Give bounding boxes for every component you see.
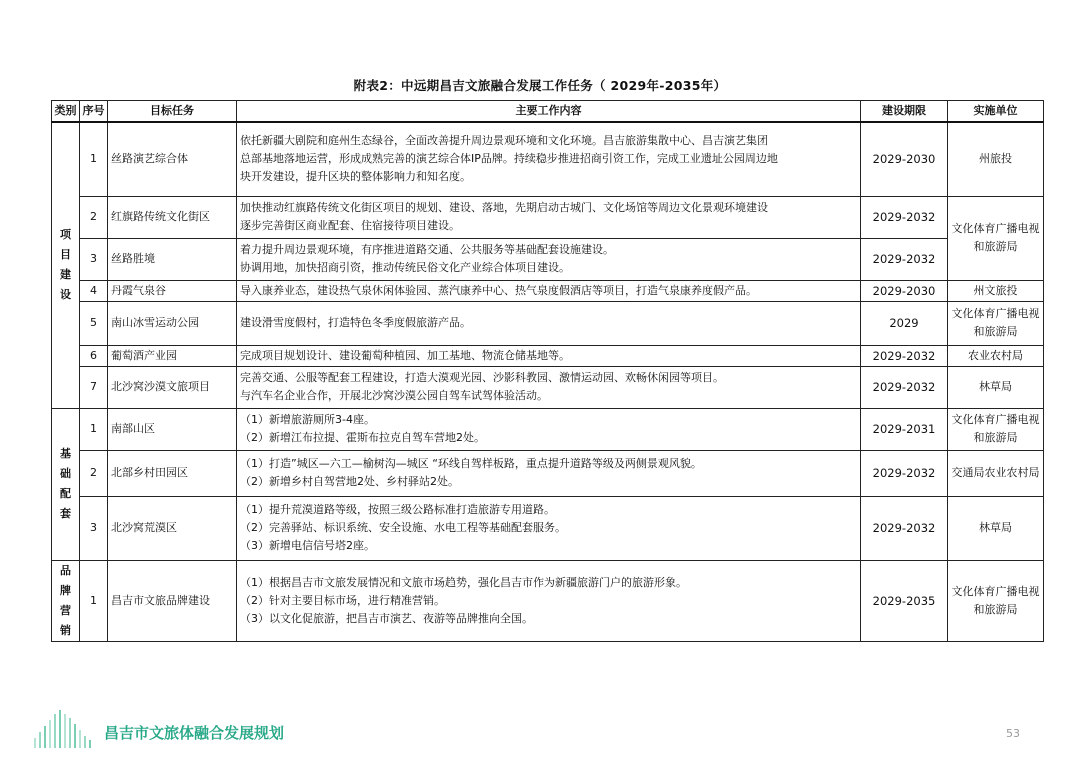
construction-period: 2029-2032 bbox=[861, 238, 948, 280]
construction-period: 2029-2031 bbox=[861, 408, 948, 450]
skyline-bar bbox=[79, 730, 81, 748]
work-content bbox=[237, 196, 861, 238]
table-row bbox=[52, 196, 1044, 238]
construction-period: 2029-2032 bbox=[861, 496, 948, 560]
content-line: （2）新增乡村自驾营地2处、乡村驿站2处。 bbox=[240, 475, 459, 488]
construction-period: 2029-2032 bbox=[861, 366, 948, 408]
implementing-unit: 文化体育广播电视和旅游局 bbox=[948, 196, 1044, 280]
skyline-bar bbox=[59, 710, 61, 748]
table-row bbox=[52, 408, 1044, 450]
content-line: （1）根据昌吉市文旅发展情况和文旅市场趋势，强化昌吉市作为新疆旅游门户的旅游形象。 bbox=[240, 575, 687, 589]
table-row bbox=[52, 366, 1044, 408]
skyline-bar bbox=[44, 726, 46, 748]
footer-brand-title: 昌吉市文旅体融合发展规划 bbox=[104, 724, 285, 742]
content-line: 总部基地落地运营，形成成熟完善的演艺综合体IP品牌。持续稳步推进招商引资工作，完成工业遗址公园周边地 bbox=[240, 152, 778, 166]
target-task: 丝路演艺综合体 bbox=[108, 122, 237, 196]
content-line: （1）打造”城区—六工—榆树沟—城区 “环线自驾样板路，重点提升道路等级及两侧景观风貌。 bbox=[240, 457, 702, 470]
work-content bbox=[237, 496, 861, 560]
table-row bbox=[52, 122, 1044, 196]
table-row bbox=[52, 280, 1044, 301]
row-number: 2 bbox=[80, 196, 108, 238]
work-content bbox=[237, 408, 861, 450]
work-content bbox=[237, 560, 861, 641]
content-line: 加快推动红旗路传统文化街区项目的规划、建设、落地，先期启动古城门、文化场馆等周边文化景观环境建设 bbox=[240, 201, 768, 214]
skyline-bar bbox=[69, 718, 71, 748]
content-line: （3）以文化促旅游，把昌吉市演艺、夜游等品牌推向全国。 bbox=[240, 611, 533, 625]
table-row bbox=[52, 345, 1044, 366]
skyline-bars bbox=[34, 710, 91, 748]
task-table bbox=[51, 100, 1044, 642]
row-number: 1 bbox=[80, 408, 108, 450]
content-line: 协调用地，加快招商引资，推动传统民俗文化产业综合体项目建设。 bbox=[240, 261, 570, 274]
work-content bbox=[237, 450, 861, 496]
category-cell: 基础配套 bbox=[52, 408, 80, 560]
header-number: 序号 bbox=[80, 101, 108, 123]
table-row bbox=[52, 560, 1044, 641]
row-number: 2 bbox=[80, 450, 108, 496]
target-task: 红旗路传统文化街区 bbox=[108, 196, 237, 238]
work-content bbox=[237, 122, 861, 196]
row-number: 6 bbox=[80, 345, 108, 366]
content-line: 完成项目规划设计、建设葡萄种植园、加工基地、物流仓储基地等。 bbox=[240, 348, 570, 362]
construction-period: 2029 bbox=[861, 301, 948, 345]
page-number: 53 bbox=[1006, 727, 1020, 740]
content-line: 完善交通、公服等配套工程建设，打造大漠观光园、沙影科教园、激情运动园、欢畅休闲园等项目。 bbox=[240, 371, 724, 384]
content-line: 着力提升周边景观环境，有序推进道路交通、公共服务等基础配套设施建设。 bbox=[240, 243, 614, 256]
target-task: 丹霞气泉谷 bbox=[108, 280, 237, 301]
row-number: 3 bbox=[80, 238, 108, 280]
target-task: 丝路胜境 bbox=[108, 238, 237, 280]
city-skyline-logo bbox=[30, 708, 98, 748]
content-line: （1）提升荒漠道路等级，按照三级公路标准打造旅游专用道路。 bbox=[240, 503, 555, 516]
content-line: 块开发建设，提升区块的整体影响力和知名度。 bbox=[240, 170, 471, 184]
implementing-unit: 文化体育广播电视和旅游局 bbox=[948, 301, 1044, 345]
category-cell: 项目建设 bbox=[52, 122, 80, 408]
skyline-bar bbox=[74, 724, 76, 748]
content-line: （3）新增电信信号塔2座。 bbox=[240, 539, 375, 552]
skyline-bar bbox=[89, 740, 91, 748]
content-line: 与汽车名企业合作，开展北沙窝沙漠公园自驾车试驾体验活动。 bbox=[240, 389, 548, 402]
target-task: 昌吉市文旅品牌建设 bbox=[108, 560, 237, 641]
table-row bbox=[52, 496, 1044, 560]
target-task: 南山冰雪运动公园 bbox=[108, 301, 237, 345]
target-task: 南部山区 bbox=[108, 408, 237, 450]
implementing-unit: 林草局 bbox=[948, 496, 1044, 560]
work-content bbox=[237, 280, 861, 301]
row-number: 1 bbox=[80, 122, 108, 196]
implementing-unit: 州文旅投 bbox=[948, 280, 1044, 301]
construction-period: 2029-2035 bbox=[861, 560, 948, 641]
content-line: 依托新疆大剧院和庭州生态绿谷，全面改善提升周边景观环境和文化环境。昌吉旅游集散中心、昌吉演艺集团 bbox=[240, 134, 768, 148]
skyline-bar bbox=[49, 720, 51, 748]
construction-period: 2029-2032 bbox=[861, 196, 948, 238]
header-target: 目标任务 bbox=[108, 101, 237, 123]
work-content bbox=[237, 238, 861, 280]
row-number: 1 bbox=[80, 560, 108, 641]
header-unit: 实施单位 bbox=[948, 101, 1044, 123]
table-row bbox=[52, 450, 1044, 496]
implementing-unit: 州旅投 bbox=[948, 122, 1044, 196]
target-task: 北部乡村田园区 bbox=[108, 450, 237, 496]
header-category: 类别 bbox=[52, 101, 80, 123]
target-task: 北沙窝荒漠区 bbox=[108, 496, 237, 560]
content-line: 导入康养业态，建设热气泉休闲体验园、蒸汽康养中心、热气泉度假酒店等项目，打造气泉康养度假产品。 bbox=[240, 283, 757, 297]
category-cell: 品牌营销 bbox=[52, 560, 80, 641]
work-content bbox=[237, 345, 861, 366]
table-title: 附表2：中远期昌吉文旅融合发展工作任务（ 2029年-2035年） bbox=[353, 78, 727, 93]
construction-period: 2029-2032 bbox=[861, 345, 948, 366]
table-header-row bbox=[52, 101, 1044, 123]
work-content bbox=[237, 301, 861, 345]
header-content: 主要工作内容 bbox=[237, 101, 861, 123]
implementing-unit: 农业农村局 bbox=[948, 345, 1044, 366]
row-number: 4 bbox=[80, 280, 108, 301]
table-row bbox=[52, 301, 1044, 345]
content-line: （2）针对主要目标市场，进行精准营销。 bbox=[240, 593, 445, 607]
content-line: （2）完善驿站、标识系统、安全设施、水电工程等基础配套服务。 bbox=[240, 521, 566, 534]
construction-period: 2029-2030 bbox=[861, 280, 948, 301]
row-number: 7 bbox=[80, 366, 108, 408]
target-task: 北沙窝沙漠文旅项目 bbox=[108, 366, 237, 408]
row-number: 5 bbox=[80, 301, 108, 345]
work-content bbox=[237, 366, 861, 408]
implementing-unit: 文化体育广播电视和旅游局 bbox=[948, 560, 1044, 641]
content-line: （1）新增旅游厕所3-4座。 bbox=[240, 413, 375, 426]
target-task: 葡萄酒产业园 bbox=[108, 345, 237, 366]
skyline-bar bbox=[34, 738, 36, 748]
construction-period: 2029-2032 bbox=[861, 450, 948, 496]
content-line: 建设滑雪度假村，打造特色冬季度假旅游产品。 bbox=[240, 316, 471, 329]
implementing-unit: 文化体育广播电视和旅游局 bbox=[948, 408, 1044, 450]
table-row bbox=[52, 238, 1044, 280]
header-period: 建设期限 bbox=[861, 101, 948, 123]
skyline-bar bbox=[54, 714, 56, 748]
implementing-unit: 林草局 bbox=[948, 366, 1044, 408]
content-line: （2）新增江布拉提、霍斯布拉克自驾车营地2处。 bbox=[240, 431, 485, 444]
content-line: 逐步完善街区商业配套、住宿接待项目建设。 bbox=[240, 219, 460, 232]
row-number: 3 bbox=[80, 496, 108, 560]
implementing-unit: 交通局农业农村局 bbox=[948, 450, 1044, 496]
skyline-bar bbox=[64, 714, 66, 748]
skyline-bar bbox=[84, 736, 86, 748]
skyline-bar bbox=[39, 732, 41, 748]
construction-period: 2029-2030 bbox=[861, 122, 948, 196]
